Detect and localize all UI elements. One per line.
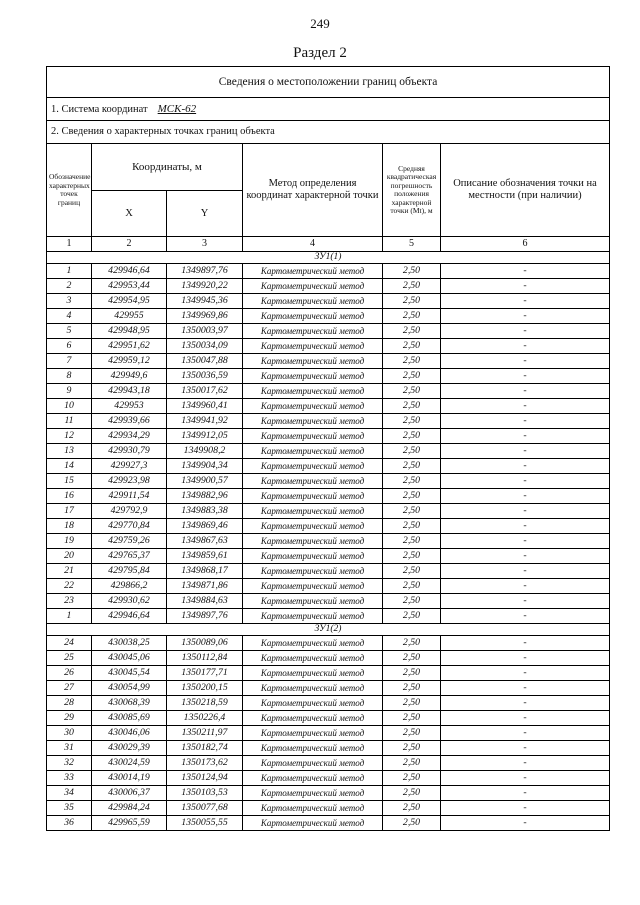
- coord-x-cell: 430054,99: [92, 681, 167, 696]
- table-row: [47, 756, 610, 771]
- description-cell: -: [441, 459, 610, 474]
- table-row: [47, 354, 610, 369]
- coord-x-cell: 429954,95: [92, 294, 167, 309]
- table-row: [47, 384, 610, 399]
- accuracy-cell: 2,50: [383, 414, 441, 429]
- header-description: Описание обозначения точки на местности (при наличии): [441, 144, 610, 237]
- coord-y-cell: 1349867,63: [167, 534, 243, 549]
- accuracy-cell: 2,50: [383, 369, 441, 384]
- coord-x-cell: 430045,54: [92, 666, 167, 681]
- table-row: [47, 504, 610, 519]
- method-cell: Картометрический метод: [243, 579, 383, 594]
- method-cell: Картометрический метод: [243, 594, 383, 609]
- coord-x-cell: 429930,62: [92, 594, 167, 609]
- point-number-cell: 13: [47, 444, 92, 459]
- point-number-cell: 12: [47, 429, 92, 444]
- table-row: [47, 339, 610, 354]
- accuracy-cell: 2,50: [383, 429, 441, 444]
- table-row: [47, 786, 610, 801]
- coord-y-cell: 1350017,62: [167, 384, 243, 399]
- coord-y-cell: 1350103,53: [167, 786, 243, 801]
- accuracy-cell: 2,50: [383, 519, 441, 534]
- coord-x-cell: 429923,98: [92, 474, 167, 489]
- coord-y-cell: 1350177,71: [167, 666, 243, 681]
- description-cell: -: [441, 726, 610, 741]
- point-number-cell: 24: [47, 636, 92, 651]
- accuracy-cell: 2,50: [383, 666, 441, 681]
- table-row: [47, 444, 610, 459]
- description-cell: -: [441, 324, 610, 339]
- description-cell: -: [441, 681, 610, 696]
- description-cell: -: [441, 339, 610, 354]
- method-cell: Картометрический метод: [243, 444, 383, 459]
- coord-y-cell: 1349859,61: [167, 549, 243, 564]
- point-number-cell: 1: [47, 609, 92, 624]
- group-label: ЗУ1(1): [47, 252, 610, 264]
- coord-x-cell: 429948,95: [92, 324, 167, 339]
- table-row: [47, 711, 610, 726]
- coord-y-cell: 1349869,46: [167, 519, 243, 534]
- coord-x-cell: 429939,66: [92, 414, 167, 429]
- coord-x-cell: 429949,6: [92, 369, 167, 384]
- description-cell: -: [441, 594, 610, 609]
- accuracy-cell: 2,50: [383, 681, 441, 696]
- method-cell: Картометрический метод: [243, 696, 383, 711]
- coord-y-cell: 1350036,59: [167, 369, 243, 384]
- table-row: [47, 414, 610, 429]
- point-number-cell: 20: [47, 549, 92, 564]
- coord-x-cell: 429953,44: [92, 279, 167, 294]
- coord-x-cell: 430068,39: [92, 696, 167, 711]
- table-row: [47, 594, 610, 609]
- accuracy-cell: 2,50: [383, 294, 441, 309]
- description-cell: -: [441, 519, 610, 534]
- description-cell: -: [441, 414, 610, 429]
- table-row: [47, 549, 610, 564]
- description-cell: -: [441, 756, 610, 771]
- method-cell: Картометрический метод: [243, 264, 383, 279]
- method-cell: Картометрический метод: [243, 429, 383, 444]
- header-coordinates: Координаты, м: [92, 144, 243, 191]
- table-row: [47, 474, 610, 489]
- coord-x-cell: 430006,37: [92, 786, 167, 801]
- point-number-cell: 29: [47, 711, 92, 726]
- method-cell: Картометрический метод: [243, 489, 383, 504]
- accuracy-cell: 2,50: [383, 339, 441, 354]
- coord-x-cell: 429792,9: [92, 504, 167, 519]
- points-info-label: 2. Сведения о характерных точках границ объекта: [47, 121, 610, 144]
- description-cell: -: [441, 801, 610, 816]
- table-row: [47, 564, 610, 579]
- coord-y-cell: 1350089,06: [167, 636, 243, 651]
- coord-x-cell: 429955: [92, 309, 167, 324]
- method-cell: Картометрический метод: [243, 801, 383, 816]
- accuracy-cell: 2,50: [383, 354, 441, 369]
- method-cell: Картометрический метод: [243, 534, 383, 549]
- table-row: [47, 519, 610, 534]
- coordinate-system-label: 1. Система координат: [51, 103, 148, 115]
- coord-x-cell: 429765,37: [92, 549, 167, 564]
- column-number: 6: [441, 237, 610, 252]
- accuracy-cell: 2,50: [383, 609, 441, 624]
- accuracy-cell: 2,50: [383, 786, 441, 801]
- coord-y-cell: 1349884,63: [167, 594, 243, 609]
- coord-y-cell: 1349920,22: [167, 279, 243, 294]
- description-cell: -: [441, 651, 610, 666]
- coordinate-system-value: МСК-62: [157, 102, 197, 115]
- coord-x-cell: 429946,64: [92, 264, 167, 279]
- description-cell: -: [441, 696, 610, 711]
- method-cell: Картометрический метод: [243, 816, 383, 831]
- coord-y-cell: 1350182,74: [167, 741, 243, 756]
- description-cell: -: [441, 549, 610, 564]
- table-row: [47, 534, 610, 549]
- coord-y-cell: 1349897,76: [167, 609, 243, 624]
- table-row: [47, 294, 610, 309]
- table-row: [47, 771, 610, 786]
- boundary-table: [46, 66, 610, 831]
- point-number-cell: 9: [47, 384, 92, 399]
- point-number-cell: 22: [47, 579, 92, 594]
- method-cell: Картометрический метод: [243, 651, 383, 666]
- column-number: 3: [167, 237, 243, 252]
- method-cell: Картометрический метод: [243, 519, 383, 534]
- coord-y-cell: 1349868,17: [167, 564, 243, 579]
- description-cell: -: [441, 666, 610, 681]
- point-number-cell: 2: [47, 279, 92, 294]
- group-row: [47, 252, 610, 264]
- accuracy-cell: 2,50: [383, 279, 441, 294]
- description-cell: -: [441, 504, 610, 519]
- method-cell: Картометрический метод: [243, 771, 383, 786]
- accuracy-cell: 2,50: [383, 741, 441, 756]
- description-cell: -: [441, 489, 610, 504]
- description-cell: -: [441, 294, 610, 309]
- point-number-cell: 27: [47, 681, 92, 696]
- coord-x-cell: 429984,24: [92, 801, 167, 816]
- point-number-cell: 30: [47, 726, 92, 741]
- point-number-cell: 16: [47, 489, 92, 504]
- accuracy-cell: 2,50: [383, 816, 441, 831]
- description-cell: -: [441, 786, 610, 801]
- coord-y-cell: 1349904,34: [167, 459, 243, 474]
- header-x: X: [92, 191, 167, 237]
- coord-x-cell: 429795,84: [92, 564, 167, 579]
- point-number-cell: 3: [47, 294, 92, 309]
- header-accuracy: Средняя квадратическая погрешность положения характерной точки (Mt), м: [383, 144, 441, 237]
- description-cell: -: [441, 264, 610, 279]
- table-row: [47, 309, 610, 324]
- description-cell: -: [441, 399, 610, 414]
- coord-y-cell: 1349900,57: [167, 474, 243, 489]
- coord-x-cell: 430029,39: [92, 741, 167, 756]
- coord-y-cell: 1349912,05: [167, 429, 243, 444]
- point-number-cell: 25: [47, 651, 92, 666]
- method-cell: Картометрический метод: [243, 474, 383, 489]
- accuracy-cell: 2,50: [383, 264, 441, 279]
- description-cell: -: [441, 444, 610, 459]
- table-row: [47, 726, 610, 741]
- coord-x-cell: 429934,29: [92, 429, 167, 444]
- point-number-cell: 34: [47, 786, 92, 801]
- coord-x-cell: 430024,59: [92, 756, 167, 771]
- point-number-cell: 23: [47, 594, 92, 609]
- table-row: [47, 279, 610, 294]
- table-row: [47, 369, 610, 384]
- header-y: Y: [167, 191, 243, 237]
- description-cell: -: [441, 534, 610, 549]
- coord-y-cell: 1350034,09: [167, 339, 243, 354]
- method-cell: Картометрический метод: [243, 726, 383, 741]
- method-cell: Картометрический метод: [243, 681, 383, 696]
- method-cell: Картометрический метод: [243, 636, 383, 651]
- coord-y-cell: 1350055,55: [167, 816, 243, 831]
- method-cell: Картометрический метод: [243, 459, 383, 474]
- accuracy-cell: 2,50: [383, 504, 441, 519]
- point-number-cell: 1: [47, 264, 92, 279]
- method-cell: Картометрический метод: [243, 756, 383, 771]
- coord-y-cell: 1349960,41: [167, 399, 243, 414]
- table-row: [47, 429, 610, 444]
- header-method: Метод определения координат характерной точки: [243, 144, 383, 237]
- point-number-cell: 15: [47, 474, 92, 489]
- method-cell: Картометрический метод: [243, 666, 383, 681]
- method-cell: Картометрический метод: [243, 339, 383, 354]
- table-row: [47, 264, 610, 279]
- coord-x-cell: 429959,12: [92, 354, 167, 369]
- coord-x-cell: 429943,18: [92, 384, 167, 399]
- description-cell: -: [441, 369, 610, 384]
- point-number-cell: 14: [47, 459, 92, 474]
- description-cell: -: [441, 711, 610, 726]
- coord-y-cell: 1349882,96: [167, 489, 243, 504]
- column-number: 2: [92, 237, 167, 252]
- accuracy-cell: 2,50: [383, 636, 441, 651]
- coord-x-cell: 429927,3: [92, 459, 167, 474]
- coordinate-system-row: [47, 98, 610, 121]
- coord-y-cell: 1349897,76: [167, 264, 243, 279]
- point-number-cell: 21: [47, 564, 92, 579]
- accuracy-cell: 2,50: [383, 801, 441, 816]
- point-number-cell: 32: [47, 756, 92, 771]
- coord-x-cell: 429930,79: [92, 444, 167, 459]
- method-cell: Картометрический метод: [243, 414, 383, 429]
- accuracy-cell: 2,50: [383, 771, 441, 786]
- point-number-cell: 36: [47, 816, 92, 831]
- accuracy-cell: 2,50: [383, 756, 441, 771]
- accuracy-cell: 2,50: [383, 651, 441, 666]
- coord-y-cell: 1350200,15: [167, 681, 243, 696]
- table-row: [47, 324, 610, 339]
- coord-y-cell: 1350226,4: [167, 711, 243, 726]
- accuracy-cell: 2,50: [383, 726, 441, 741]
- section-title: Раздел 2: [293, 45, 347, 61]
- method-cell: Картометрический метод: [243, 609, 383, 624]
- description-cell: -: [441, 564, 610, 579]
- accuracy-cell: 2,50: [383, 309, 441, 324]
- coord-y-cell: 1350124,94: [167, 771, 243, 786]
- column-number: 5: [383, 237, 441, 252]
- description-cell: -: [441, 429, 610, 444]
- coord-x-cell: 430045,06: [92, 651, 167, 666]
- coord-y-cell: 1349945,36: [167, 294, 243, 309]
- table-row: [47, 609, 610, 624]
- point-number-cell: 18: [47, 519, 92, 534]
- point-number-cell: 10: [47, 399, 92, 414]
- accuracy-cell: 2,50: [383, 489, 441, 504]
- point-number-cell: 7: [47, 354, 92, 369]
- accuracy-cell: 2,50: [383, 711, 441, 726]
- method-cell: Картометрический метод: [243, 369, 383, 384]
- description-cell: -: [441, 741, 610, 756]
- coord-x-cell: 430085,69: [92, 711, 167, 726]
- accuracy-cell: 2,50: [383, 594, 441, 609]
- table-row: [47, 666, 610, 681]
- coord-x-cell: 429965,59: [92, 816, 167, 831]
- group-label: ЗУ1(2): [47, 624, 610, 636]
- description-cell: -: [441, 636, 610, 651]
- point-number-cell: 5: [47, 324, 92, 339]
- method-cell: Картометрический метод: [243, 399, 383, 414]
- table-row: [47, 579, 610, 594]
- table-title: Сведения о местоположении границ объекта: [47, 67, 610, 98]
- method-cell: Картометрический метод: [243, 309, 383, 324]
- coord-x-cell: 429953: [92, 399, 167, 414]
- coord-x-cell: 429946,64: [92, 609, 167, 624]
- method-cell: Картометрический метод: [243, 294, 383, 309]
- group-row: [47, 624, 610, 636]
- coord-y-cell: 1349969,86: [167, 309, 243, 324]
- coord-y-cell: 1349941,92: [167, 414, 243, 429]
- point-number-cell: 35: [47, 801, 92, 816]
- point-number-cell: 11: [47, 414, 92, 429]
- accuracy-cell: 2,50: [383, 564, 441, 579]
- description-cell: -: [441, 384, 610, 399]
- method-cell: Картометрический метод: [243, 279, 383, 294]
- accuracy-cell: 2,50: [383, 459, 441, 474]
- method-cell: Картометрический метод: [243, 549, 383, 564]
- method-cell: Картометрический метод: [243, 504, 383, 519]
- description-cell: -: [441, 354, 610, 369]
- coord-y-cell: 1350047,88: [167, 354, 243, 369]
- description-cell: -: [441, 816, 610, 831]
- point-number-cell: 31: [47, 741, 92, 756]
- accuracy-cell: 2,50: [383, 384, 441, 399]
- coord-x-cell: 429770,84: [92, 519, 167, 534]
- description-cell: -: [441, 279, 610, 294]
- accuracy-cell: 2,50: [383, 549, 441, 564]
- coord-x-cell: 430046,06: [92, 726, 167, 741]
- point-number-cell: 33: [47, 771, 92, 786]
- coord-x-cell: 430038,25: [92, 636, 167, 651]
- point-number-cell: 26: [47, 666, 92, 681]
- method-cell: Картометрический метод: [243, 354, 383, 369]
- accuracy-cell: 2,50: [383, 696, 441, 711]
- coord-x-cell: 430014,19: [92, 771, 167, 786]
- table-row: [47, 816, 610, 831]
- coord-x-cell: 429951,62: [92, 339, 167, 354]
- table-row: [47, 741, 610, 756]
- description-cell: -: [441, 579, 610, 594]
- table-row: [47, 801, 610, 816]
- coord-y-cell: 1349908,2: [167, 444, 243, 459]
- point-number-cell: 4: [47, 309, 92, 324]
- table-row: [47, 489, 610, 504]
- coord-y-cell: 1350173,62: [167, 756, 243, 771]
- coord-y-cell: 1350077,68: [167, 801, 243, 816]
- coord-y-cell: 1350003,97: [167, 324, 243, 339]
- table-row: [47, 636, 610, 651]
- page-number: 249: [310, 16, 330, 31]
- method-cell: Картометрический метод: [243, 564, 383, 579]
- header-designation: Обозначение характерных точек границ: [47, 144, 92, 237]
- accuracy-cell: 2,50: [383, 534, 441, 549]
- coord-y-cell: 1350112,84: [167, 651, 243, 666]
- method-cell: Картометрический метод: [243, 711, 383, 726]
- coord-y-cell: 1349883,38: [167, 504, 243, 519]
- accuracy-cell: 2,50: [383, 324, 441, 339]
- coord-y-cell: 1349871,86: [167, 579, 243, 594]
- accuracy-cell: 2,50: [383, 579, 441, 594]
- method-cell: Картометрический метод: [243, 741, 383, 756]
- description-cell: -: [441, 771, 610, 786]
- column-number: 1: [47, 237, 92, 252]
- point-number-cell: 28: [47, 696, 92, 711]
- method-cell: Картометрический метод: [243, 324, 383, 339]
- accuracy-cell: 2,50: [383, 399, 441, 414]
- table-row: [47, 399, 610, 414]
- point-number-cell: 17: [47, 504, 92, 519]
- description-cell: -: [441, 474, 610, 489]
- table-row: [47, 681, 610, 696]
- description-cell: -: [441, 309, 610, 324]
- accuracy-cell: 2,50: [383, 444, 441, 459]
- coord-x-cell: 429866,2: [92, 579, 167, 594]
- point-number-cell: 19: [47, 534, 92, 549]
- accuracy-cell: 2,50: [383, 474, 441, 489]
- table-row: [47, 459, 610, 474]
- method-cell: Картометрический метод: [243, 384, 383, 399]
- table-row: [47, 696, 610, 711]
- description-cell: -: [441, 609, 610, 624]
- coord-y-cell: 1350211,97: [167, 726, 243, 741]
- coord-y-cell: 1350218,59: [167, 696, 243, 711]
- point-number-cell: 8: [47, 369, 92, 384]
- coord-x-cell: 429911,54: [92, 489, 167, 504]
- table-row: [47, 651, 610, 666]
- coord-x-cell: 429759,26: [92, 534, 167, 549]
- point-number-cell: 6: [47, 339, 92, 354]
- column-number: 4: [243, 237, 383, 252]
- method-cell: Картометрический метод: [243, 786, 383, 801]
